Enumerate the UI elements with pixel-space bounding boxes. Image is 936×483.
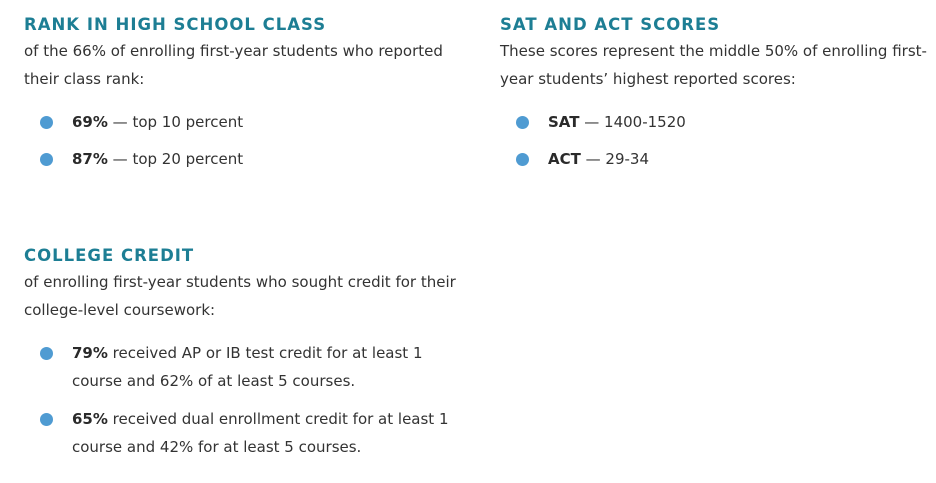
test-scores-intro: These scores represent the middle 50% of enrolling first-year students’ highest reported scores: — [500, 42, 927, 88]
rank-value: 69% — [72, 113, 108, 131]
test-range: — 29-34 — [580, 150, 649, 168]
rank-section — [24, 14, 474, 182]
rank-text: — top 10 percent — [107, 113, 244, 131]
college-credit-heading: COLLEGE CREDIT — [24, 246, 195, 265]
test-range: — 1400-1520 — [579, 113, 686, 131]
list-item — [500, 145, 930, 173]
list-item — [24, 145, 474, 173]
rank-text: — top 20 percent — [107, 150, 244, 168]
bullet-dot-icon — [40, 153, 53, 166]
rank-list — [24, 108, 474, 173]
credit-text: received AP or IB test credit for at least 1 course and 62% of at least 5 courses. — [72, 344, 423, 390]
test-name: SAT — [548, 113, 580, 131]
college-credit-section — [24, 245, 474, 471]
bullet-dot-icon — [516, 153, 529, 166]
bullet-dot-icon — [40, 347, 53, 360]
rank-intro: of the 66% of enrolling first-year students who reported their class rank: — [24, 42, 443, 88]
test-scores-heading: SAT AND ACT SCORES — [500, 15, 721, 34]
bullet-dot-icon — [40, 413, 53, 426]
rank-heading: RANK IN HIGH SCHOOL CLASS — [24, 15, 327, 34]
credit-value: 65% — [72, 410, 108, 428]
list-item — [24, 108, 474, 136]
list-item — [24, 405, 474, 461]
college-credit-list — [24, 339, 474, 461]
test-scores-section — [500, 14, 930, 182]
rank-value: 87% — [72, 150, 108, 168]
credit-text: received dual enrollment credit for at least 1 course and 42% for at least 5 courses. — [72, 410, 449, 456]
test-name: ACT — [548, 150, 581, 168]
college-credit-intro: of enrolling first-year students who sought credit for their college-level coursework: — [24, 273, 456, 319]
test-scores-list — [500, 108, 930, 173]
list-item — [500, 108, 930, 136]
bullet-dot-icon — [516, 116, 529, 129]
credit-value: 79% — [72, 344, 108, 362]
bullet-dot-icon — [40, 116, 53, 129]
list-item — [24, 339, 474, 395]
